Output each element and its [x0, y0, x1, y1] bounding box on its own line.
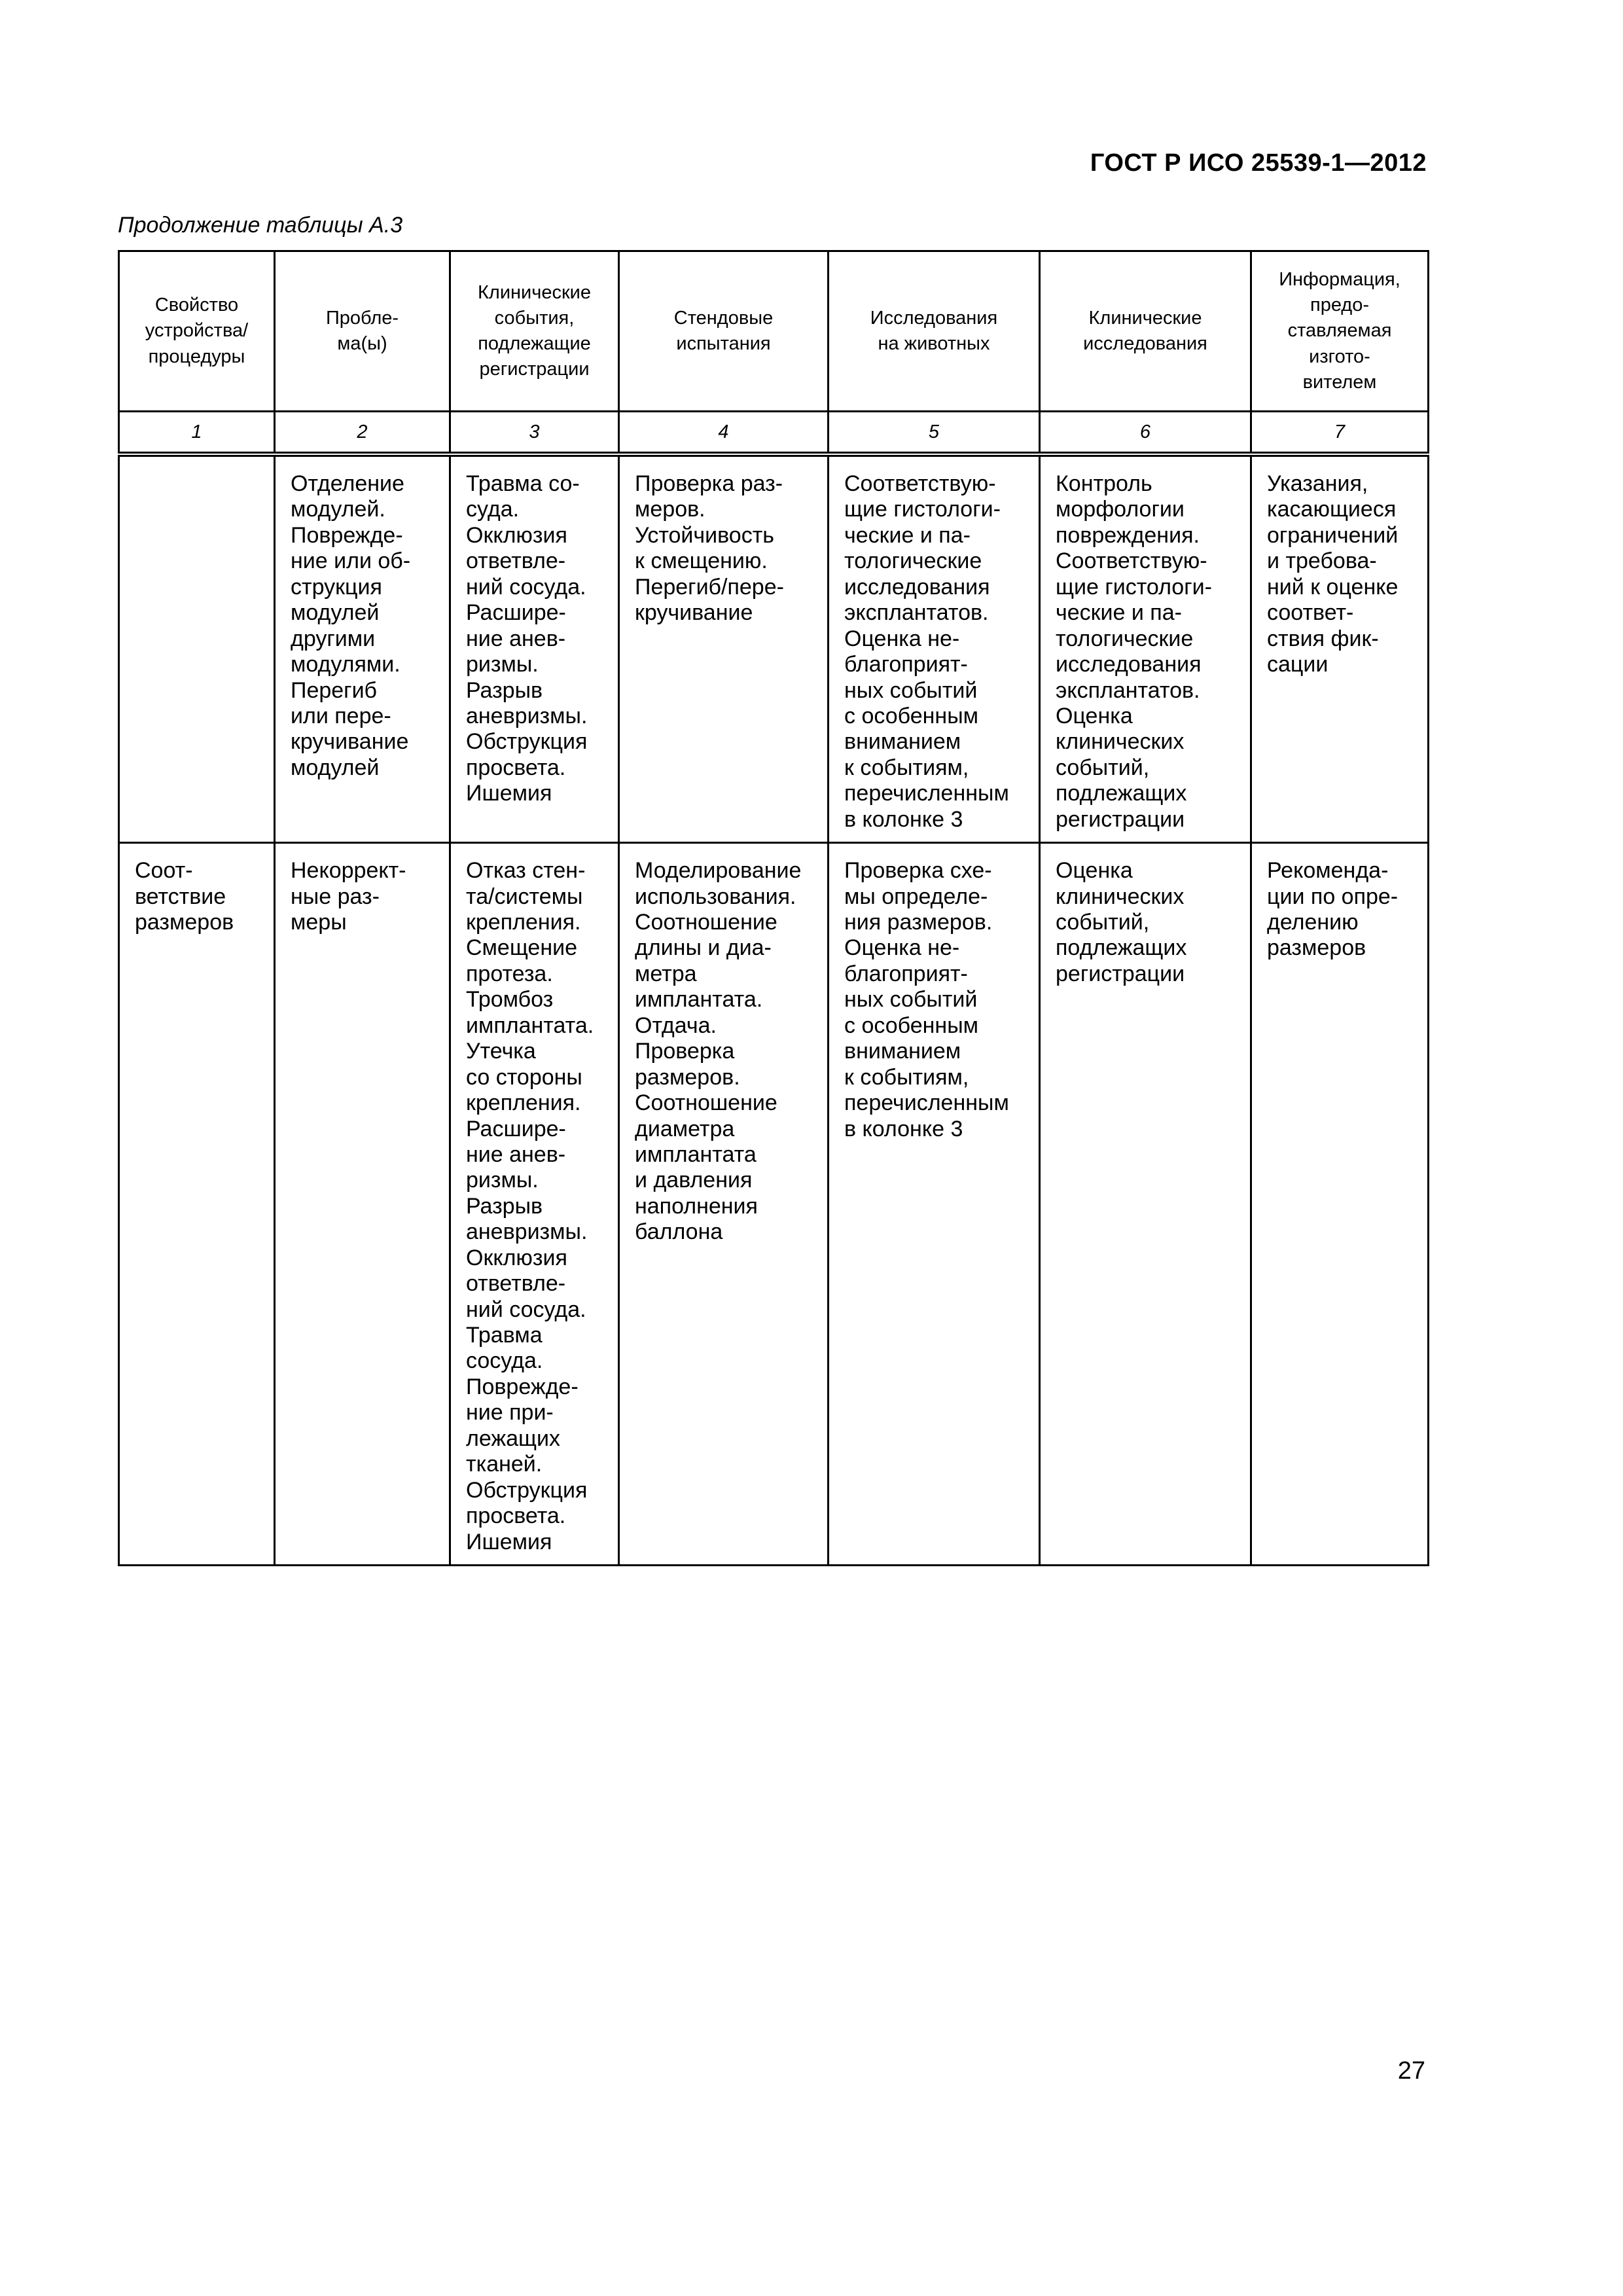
column-header: Исследования на животных [829, 251, 1040, 412]
table-cell: Проверка схе- мы определе- ния размеров. Оценка не- благоприят- ных событий с особенным вниманием к событиям, перечисленным в колонке 3 [829, 843, 1040, 1566]
table-caption: Продолжение таблицы А.3 [118, 213, 403, 238]
table-cell: Отказ стен- та/системы крепления. Смещение протеза. Тромбоз имплантата. Утечка со стороны крепления. Расшире- ние анев- ризмы. Разрыв аневризмы. Окклюзия ответвле- ний сосуда. Травма сосуда. Повреждe- ние при- лежащих тканей. Обструкция просвета. Ишемия [450, 843, 619, 1566]
column-number: 4 [619, 412, 829, 455]
table-header-row [119, 251, 1429, 412]
table-cell: Отделение модулей. Повреждe- ние или об- струкция модулей другими модулями. Перегиб или пере- кручивание модулей [275, 454, 450, 843]
column-number: 5 [829, 412, 1040, 455]
table-cell: Соот- ветствие размеров [119, 843, 275, 1566]
column-number-row [119, 412, 1429, 455]
column-header: Информация, предо- ставляемая изгото- вителем [1251, 251, 1429, 412]
page-number: 27 [1397, 2057, 1425, 2085]
column-header: Клинические исследования [1040, 251, 1251, 412]
column-header: Стендовые испытания [619, 251, 829, 412]
table-row [119, 454, 1429, 843]
table-cell: Травма со- суда. Окклюзия ответвле- ний сосуда. Расшире- ние анев- ризмы. Разрыв аневризмы. Обструкция просвета. Ишемия [450, 454, 619, 843]
column-header: Свойство устройства/ процедуры [119, 251, 275, 412]
table-cell: Рекоменда- ции по опре- делению размеров [1251, 843, 1429, 1566]
table-cell: Проверка раз- меров. Устойчивость к смещению. Перегиб/пере- кручивание [619, 454, 829, 843]
column-number: 6 [1040, 412, 1251, 455]
document-code: ГОСТ Р ИСО 25539-1—2012 [1090, 149, 1427, 177]
column-number: 1 [119, 412, 275, 455]
column-header: Клинические события, подлежащие регистрации [450, 251, 619, 412]
column-header: Пробле- ма(ы) [275, 251, 450, 412]
table-cell: Соответствую- щие гистологи- ческие и па- тологические исследования эксплантатов. Оценка не- благоприят- ных событий с особенным вниманием к событиям, перечисленным в колонке 3 [829, 454, 1040, 843]
table-cell: Контроль морфологии повреждения. Соответствую- щие гистологи- ческие и па- тологические исследования эксплантатов. Оценка клинических событий, подлежащих регистрации [1040, 454, 1251, 843]
table-cell: Некоррект- ные раз- меры [275, 843, 450, 1566]
column-number: 7 [1251, 412, 1429, 455]
column-number: 2 [275, 412, 450, 455]
table-cell [119, 454, 275, 843]
table-cell: Указания, касающиеся ограничений и требова- ний к оценке соответ- ствия фик- сации [1251, 454, 1429, 843]
table-cell: Моделирование использования. Соотношение длины и диа- метра имплантата. Отдача. Проверка размеров. Соотношение диаметра имплантата и давления наполнения баллона [619, 843, 829, 1566]
table-cell: Оценка клинических событий, подлежащих регистрации [1040, 843, 1251, 1566]
column-number: 3 [450, 412, 619, 455]
table-row [119, 843, 1429, 1566]
data-table [118, 250, 1429, 1566]
